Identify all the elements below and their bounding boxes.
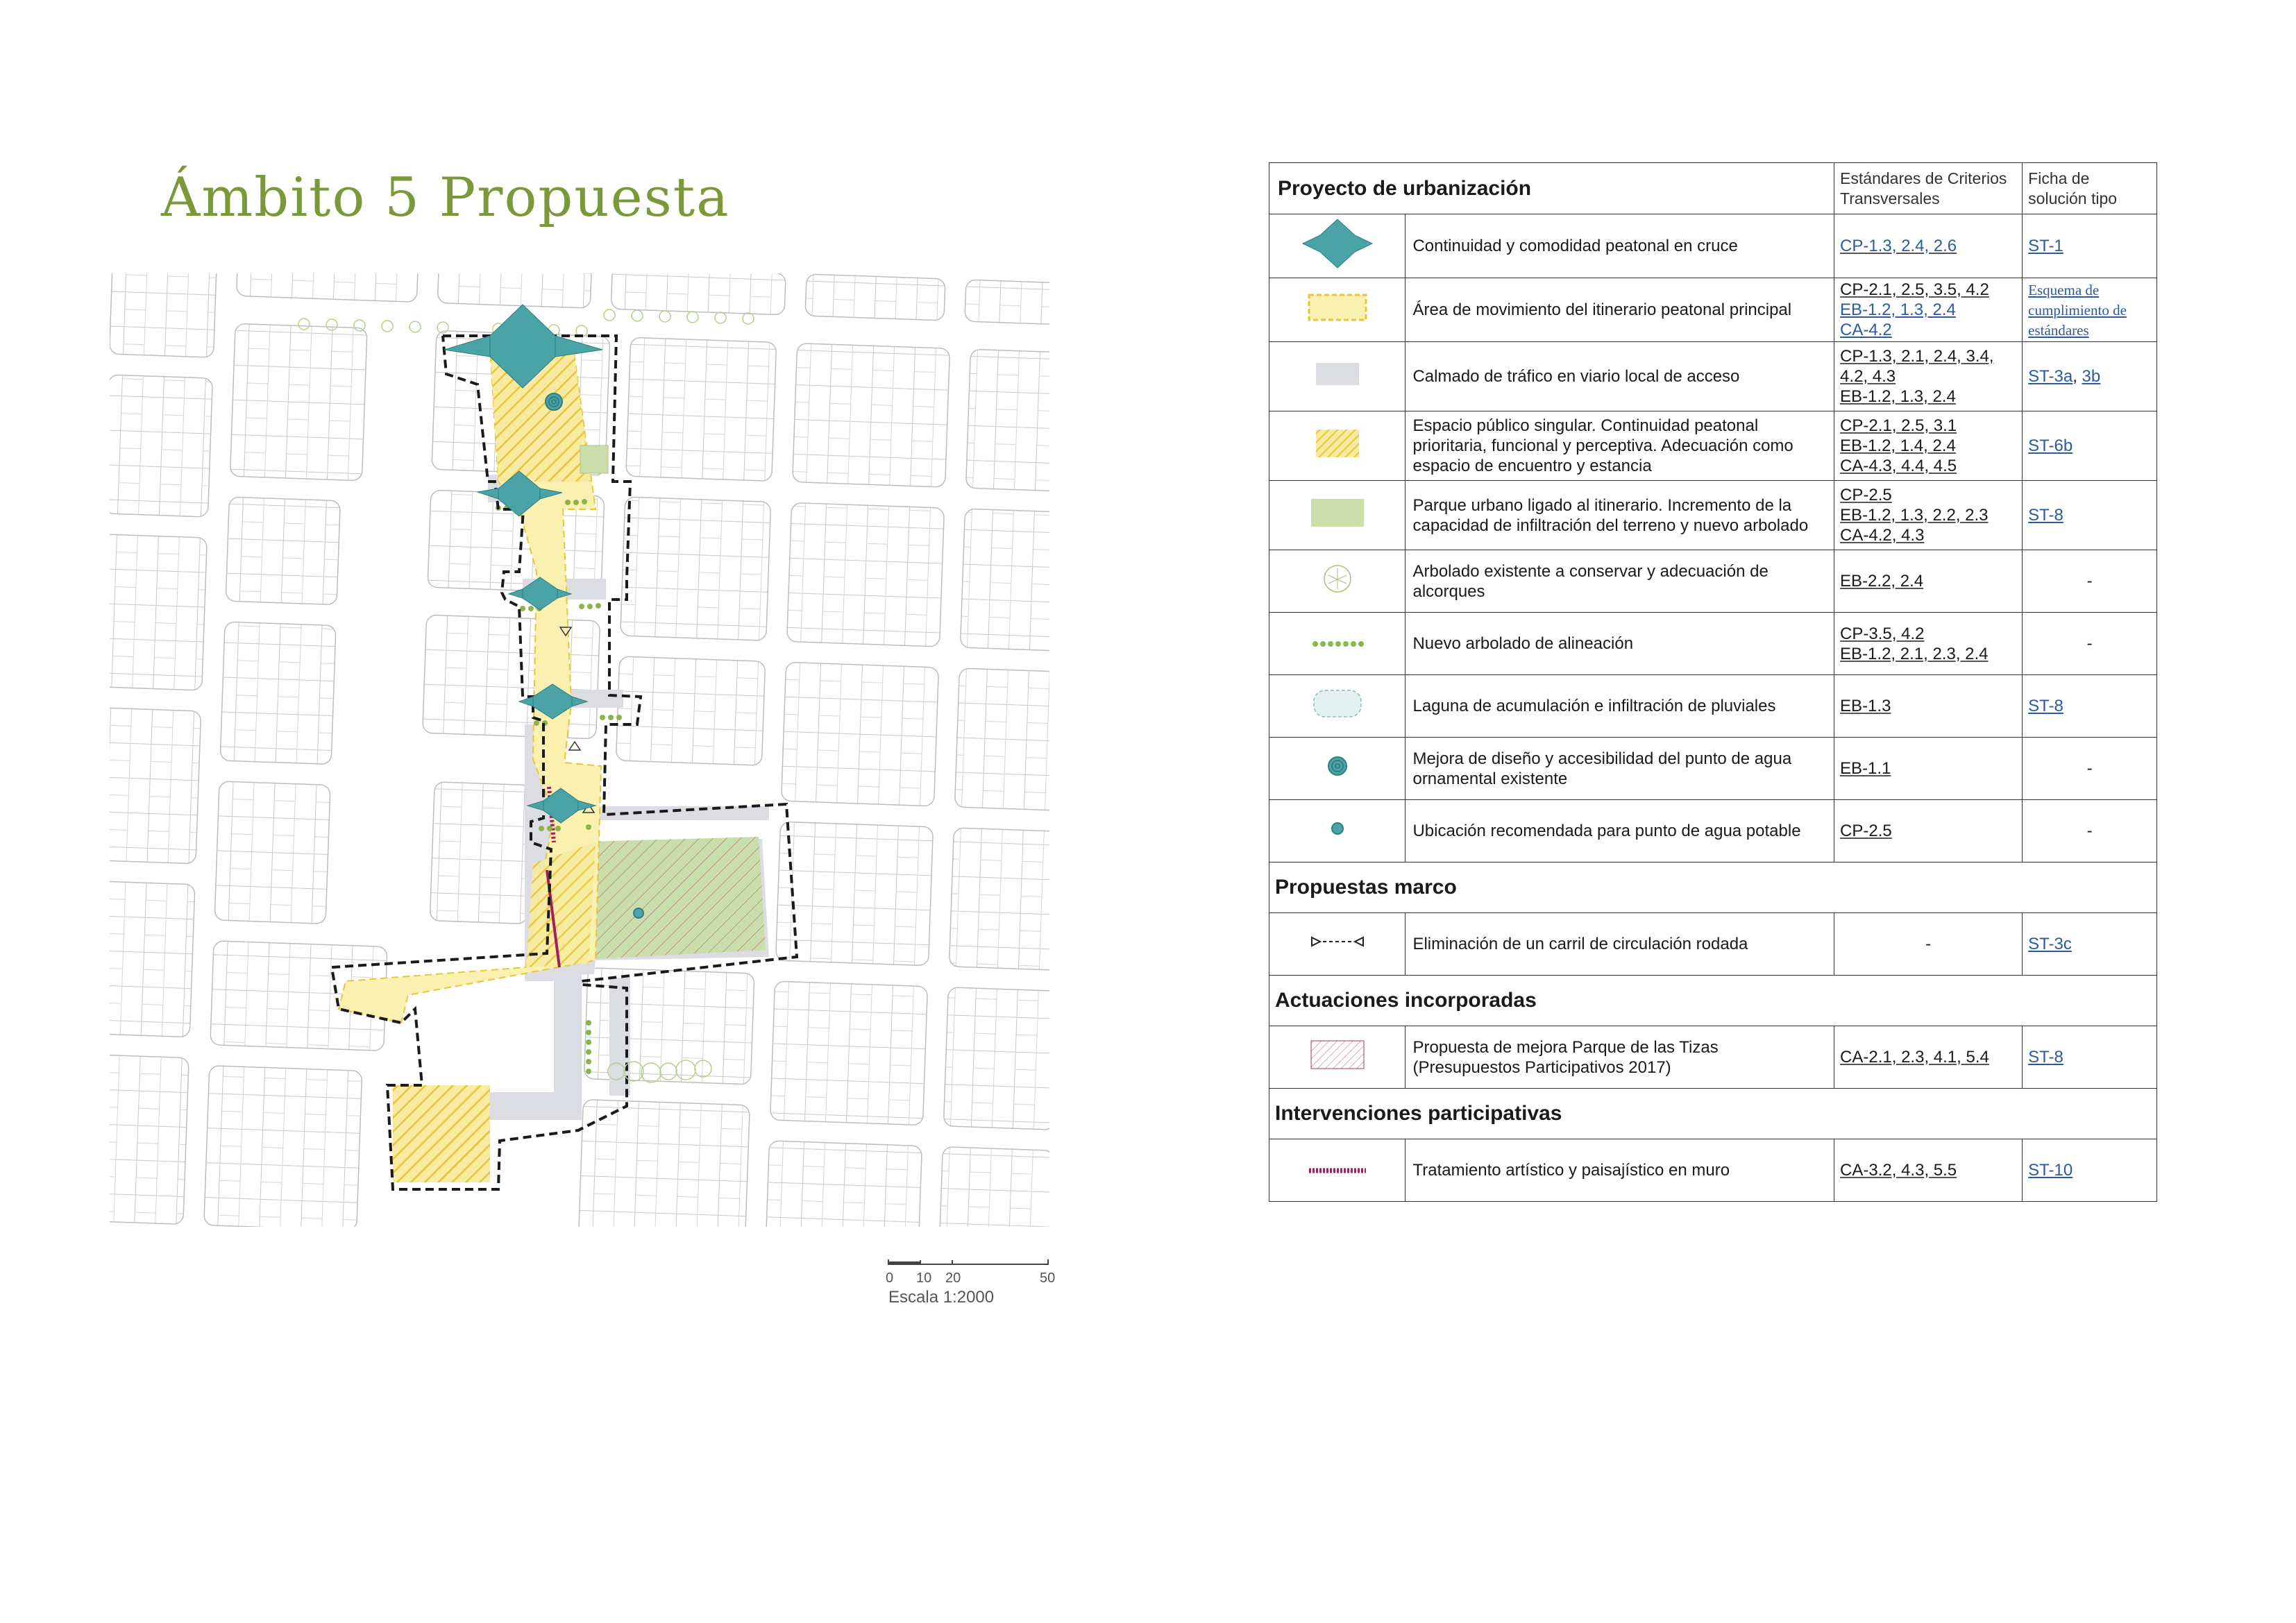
pedestrian-area-icon [1269,278,1406,342]
legend-desc-sub: (Presupuestos Participativos 2017) [1412,1057,1671,1077]
legend-desc: Propuesta de mejora Parque de las Tizas [1412,1037,1719,1057]
standards-text: EB-1.2, 1.3, 2.4 [1840,387,1956,406]
wall-art-icon [1269,1139,1406,1202]
ficha-link[interactable]: ST-8 [2028,506,2063,525]
standards-text: EB-1.3 [1840,697,1891,715]
ficha-link[interactable]: ST-8 [2028,1048,2063,1067]
scale-bar [881,1249,1062,1318]
legend-desc: Calmado de tráfico en viario local de acceso [1406,342,1834,411]
legend-row [1269,550,2157,613]
legend-desc: Ubicación recomendada para punto de agua potable [1406,800,1834,863]
standards-text: CA-4.3, 4.4, 4.5 [1840,457,1957,475]
legend-row [1269,613,2157,675]
legend-title: Proyecto de urbanización [1269,163,1834,214]
hatched-proposal-icon [1269,1026,1406,1089]
ficha-link[interactable]: Esquema de cumplimiento de estándares [2028,282,2127,339]
legend-desc: Arbolado existente a conservar y adecuación de alcorques [1406,550,1834,613]
standards-link[interactable]: EB-1.2, 1.3, 2.4 [1840,300,1956,319]
scale-tick-10: 10 [916,1271,932,1286]
lane-removal-icon [1269,913,1406,976]
section-participativas: Intervenciones participativas [1269,1089,2157,1139]
legend-desc: Continuidad y comodidad peatonal en cruce [1406,214,1834,278]
legend-row [1269,481,2157,550]
legend-row [1269,675,2157,738]
ficha-link[interactable]: ST-6b [2028,436,2073,455]
ficha-empty: - [2023,613,2157,675]
new-trees-icon [1269,613,1406,675]
legend-header-row [1269,163,2157,214]
legend-col-ficha: Ficha de solución tipo [2023,163,2157,214]
legend-desc: Parque urbano ligado al itinerario. Incremento de la capacidad de infiltración del terreno y nuevo arbolado [1406,481,1834,550]
standards-text: CP-1.3, 2.1, 2.4, 3.4, [1840,347,1994,366]
ficha-link-a[interactable]: ST-3a [2028,367,2073,386]
ornamental-water-icon [1269,738,1406,800]
scale-tick-0: 0 [886,1271,894,1286]
legend-desc: Mejora de diseño y accesibilidad del punto de agua ornamental existente [1406,738,1834,800]
standards-text: EB-1.2, 2.1, 2.3, 2.4 [1840,644,1989,663]
legend-desc: Área de movimiento del itinerario peatonal principal [1406,278,1834,342]
lagoon-icon [1269,675,1406,738]
legend-row [1269,800,2157,863]
standards-text: CA-4.2, 4.3 [1840,526,1925,545]
scale-tick-20: 20 [945,1271,961,1286]
standards-text: 4.2, 4.3 [1840,367,1896,386]
ficha-empty: - [2023,800,2157,863]
ficha-empty: - [2023,738,2157,800]
legend-row [1269,1139,2157,1202]
standards-text: EB-1.1 [1840,759,1891,778]
legend-section-row [1269,863,2157,913]
standards-link[interactable]: CA-4.2 [1840,321,1892,339]
legend-section-row [1269,976,2157,1026]
legend-row [1269,913,2157,976]
traffic-calming-icon [1269,342,1406,411]
standards-text: CA-3.2, 4.3, 5.5 [1840,1161,1957,1180]
standards-text: CP-3.5, 4.2 [1840,624,1925,643]
legend-desc: Espacio público singular. Continuidad peatonal prioritaria, funcional y perceptiva. Adecuación como espacio de encuentro y estancia [1406,411,1834,481]
ficha-link[interactable]: ST-10 [2028,1161,2073,1180]
legend-desc: Tratamiento artístico y paisajístico en muro [1406,1139,1834,1202]
scale-label: Escala 1:2000 [888,1288,995,1307]
standards-link[interactable]: CP-1.3, 2.4, 2.6 [1840,237,1957,255]
existing-tree-icon [1269,550,1406,613]
standards-empty: - [1834,913,2023,976]
ficha-link[interactable]: ST-1 [2028,237,2063,255]
legend-row [1269,1026,2157,1089]
legend-row [1269,411,2157,481]
legend-row: Calmado de tráfico en viario local de acceso CP-1.3, 2.1, 2.4, 3.4, 4.2, 4.3 EB-1.2, 1.3, 2.4 ST-3a, 3b [1269,342,2157,411]
page-title: Ámbito 5 Propuesta [161,167,730,229]
standards-text: CP-2.5 [1840,486,1892,504]
legend-desc: Nuevo arbolado de alineación [1406,613,1834,675]
legend-col-std: Estándares de Criterios Transversales [1834,163,2023,214]
scale-tick-50: 50 [1040,1271,1056,1286]
legend-desc: Laguna de acumulación e infiltración de pluviales [1406,675,1834,738]
standards-text: EB-1.2, 1.3, 2.2, 2.3 [1840,506,1989,525]
standards-text: CA-2.1, 2.3, 4.1, 5.4 [1840,1048,1989,1067]
standards-text: CP-2.1, 2.5, 3.1 [1840,416,1957,435]
ficha-empty: - [2023,550,2157,613]
legend-row [1269,214,2157,278]
singular-space-icon [1269,411,1406,481]
urban-park-icon [1269,481,1406,550]
ficha-link[interactable]: ST-3c [2028,935,2072,953]
ficha-link-b[interactable]: 3b [2082,367,2101,386]
legend-table [1269,162,2157,1202]
legend-row [1269,278,2157,342]
ficha-link[interactable]: ST-8 [2028,697,2063,715]
standards-text: CP-2.5 [1840,822,1892,840]
section-incorporadas: Actuaciones incorporadas [1269,976,2157,1026]
standards-text: EB-2.2, 2.4 [1840,572,1924,590]
legend-desc: Eliminación de un carril de circulación rodada [1406,913,1834,976]
legend-section-row [1269,1089,2157,1139]
standards-text: EB-1.2, 1.4, 2.4 [1840,436,1956,455]
standards-text: CP-2.1, 2.5, 3.5, 4.2 [1840,280,1989,299]
pedestrian-crossing-icon [1269,214,1406,278]
legend-row [1269,738,2157,800]
section-marco: Propuestas marco [1269,863,2157,913]
drinking-water-icon [1269,800,1406,863]
site-plan-map [110,273,1049,1227]
